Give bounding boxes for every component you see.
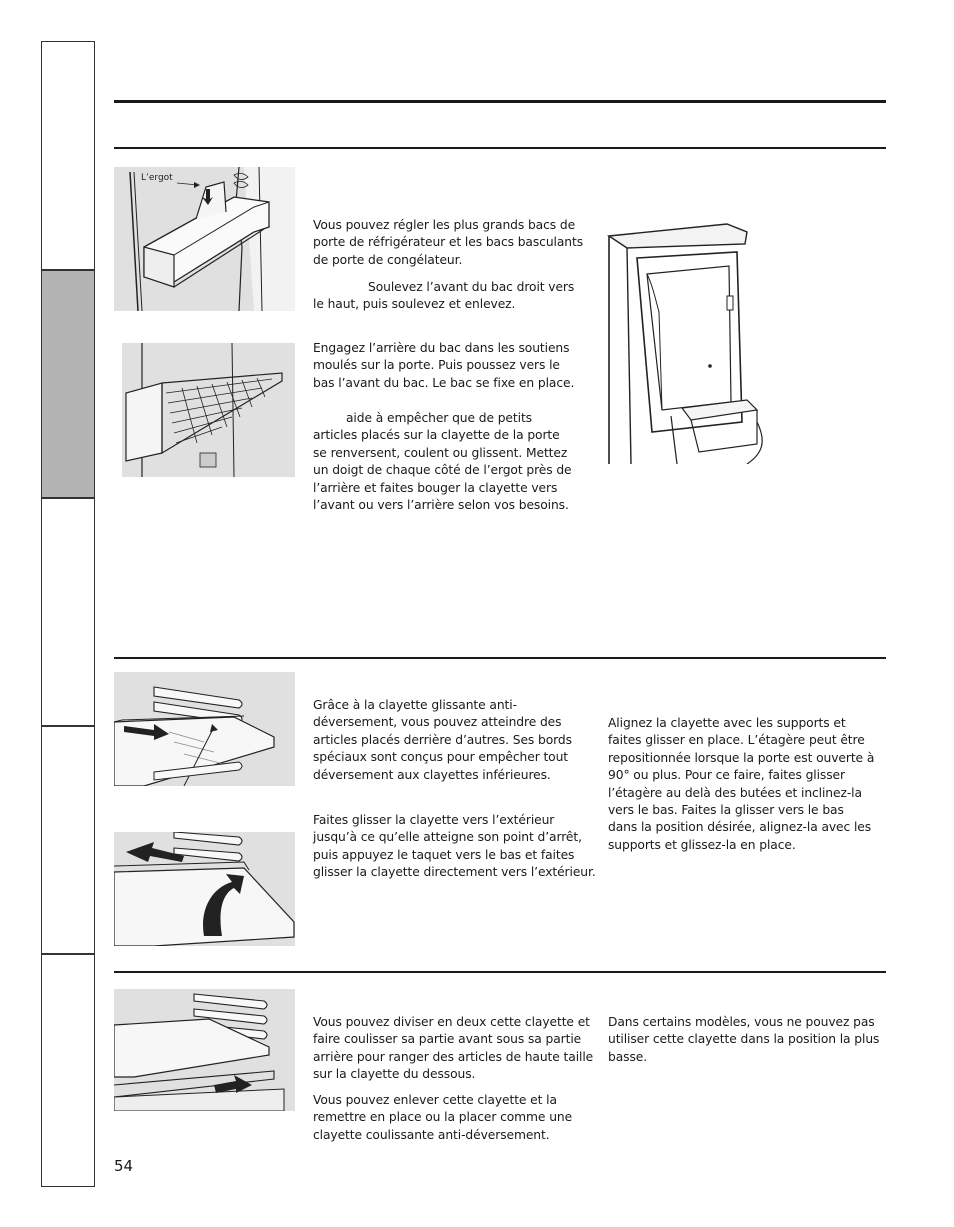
side-tab-3[interactable]	[41, 498, 95, 726]
page-number: 54	[114, 1157, 134, 1175]
section-rule-3	[114, 971, 886, 973]
door-bins-para-2: Soulevez l’avant du bac droit vers le haut, puis soulevez et enlevez.	[313, 280, 575, 312]
folding-shelf-image	[114, 989, 295, 1111]
door-bins-para-1: Vous pouvez régler les plus grands bacs de porte de réfrigérateur et les bacs basculants de porte de congélateur.	[313, 218, 584, 267]
side-tab-1[interactable]	[41, 41, 95, 270]
folding-para-3: Dans certains modèles, vous ne pouvez pas utiliser cette clayette dans la position la plus basse.	[608, 1015, 880, 1064]
remove-shelf-image	[114, 832, 295, 946]
door-bins-para-4: aide à empêcher que de petits articles placés sur la clayette de la porte se renversent, coulent ou glissent. Mettez un doigt de chaque côté de l’ergot près de l’arrière et faites bouger la clayette vers l’avant ou vers l’arrière selon vos besoins.	[313, 411, 572, 513]
side-tab-2-active[interactable]	[41, 270, 95, 498]
spillproof-para-2: Faites glisser la clayette vers l’extérieur jusqu’à ce qu’elle atteigne son point d’arrêt, puis appuyez le taquet vers le bas et faites glisser la clayette directement vers l’extérieur.	[313, 813, 596, 880]
folding-para-2: Vous pouvez enlever cette clayette et la remettre en place ou la placer comme une clayette coulissante anti-déversement.	[313, 1093, 573, 1142]
spillproof-shelf-image	[114, 672, 295, 786]
spillproof-para-3: Alignez la clayette avec les supports et faites glisser en place. L’étagère peut être repositionnée lorsque la porte est ouverte à 90° ou plus. Pour ce faire, faites glisser l’étagère au delà des butées et inclinez-la vers le bas. Faites la glisser vers le bas dans la position désirée, alignez-la avec les supports et glissez-la en place.	[608, 716, 875, 852]
side-tab-4[interactable]	[41, 726, 95, 954]
door-bin-image	[114, 167, 295, 311]
section-rule-2	[114, 657, 886, 659]
top-rule	[114, 100, 886, 103]
spillproof-para-1: Grâce à la clayette glissante anti-déversement, vous pouvez atteindre des articles placés derrière d’autres. Ses bords spéciaux sont conçus pour empêcher tout déversement aux clayettes inférieures.	[313, 698, 572, 782]
ergot-callout: L’ergot	[141, 173, 173, 183]
fridge-door-image	[607, 222, 767, 464]
side-tab-5[interactable]	[41, 954, 95, 1187]
door-bins-para-3: Engagez l’arrière du bac dans les soutiens moulés sur la porte. Puis poussez vers le bas l’avant du bac. Le bac se fixe en place.	[313, 341, 575, 390]
wire-bin-image	[122, 343, 295, 477]
folding-para-1: Vous pouvez diviser en deux cette clayette et faire coulisser sa partie avant sous sa partie arrière pour ranger des articles de haute taille sur la clayette du dessous.	[313, 1015, 594, 1082]
section-rule-1	[114, 147, 886, 149]
